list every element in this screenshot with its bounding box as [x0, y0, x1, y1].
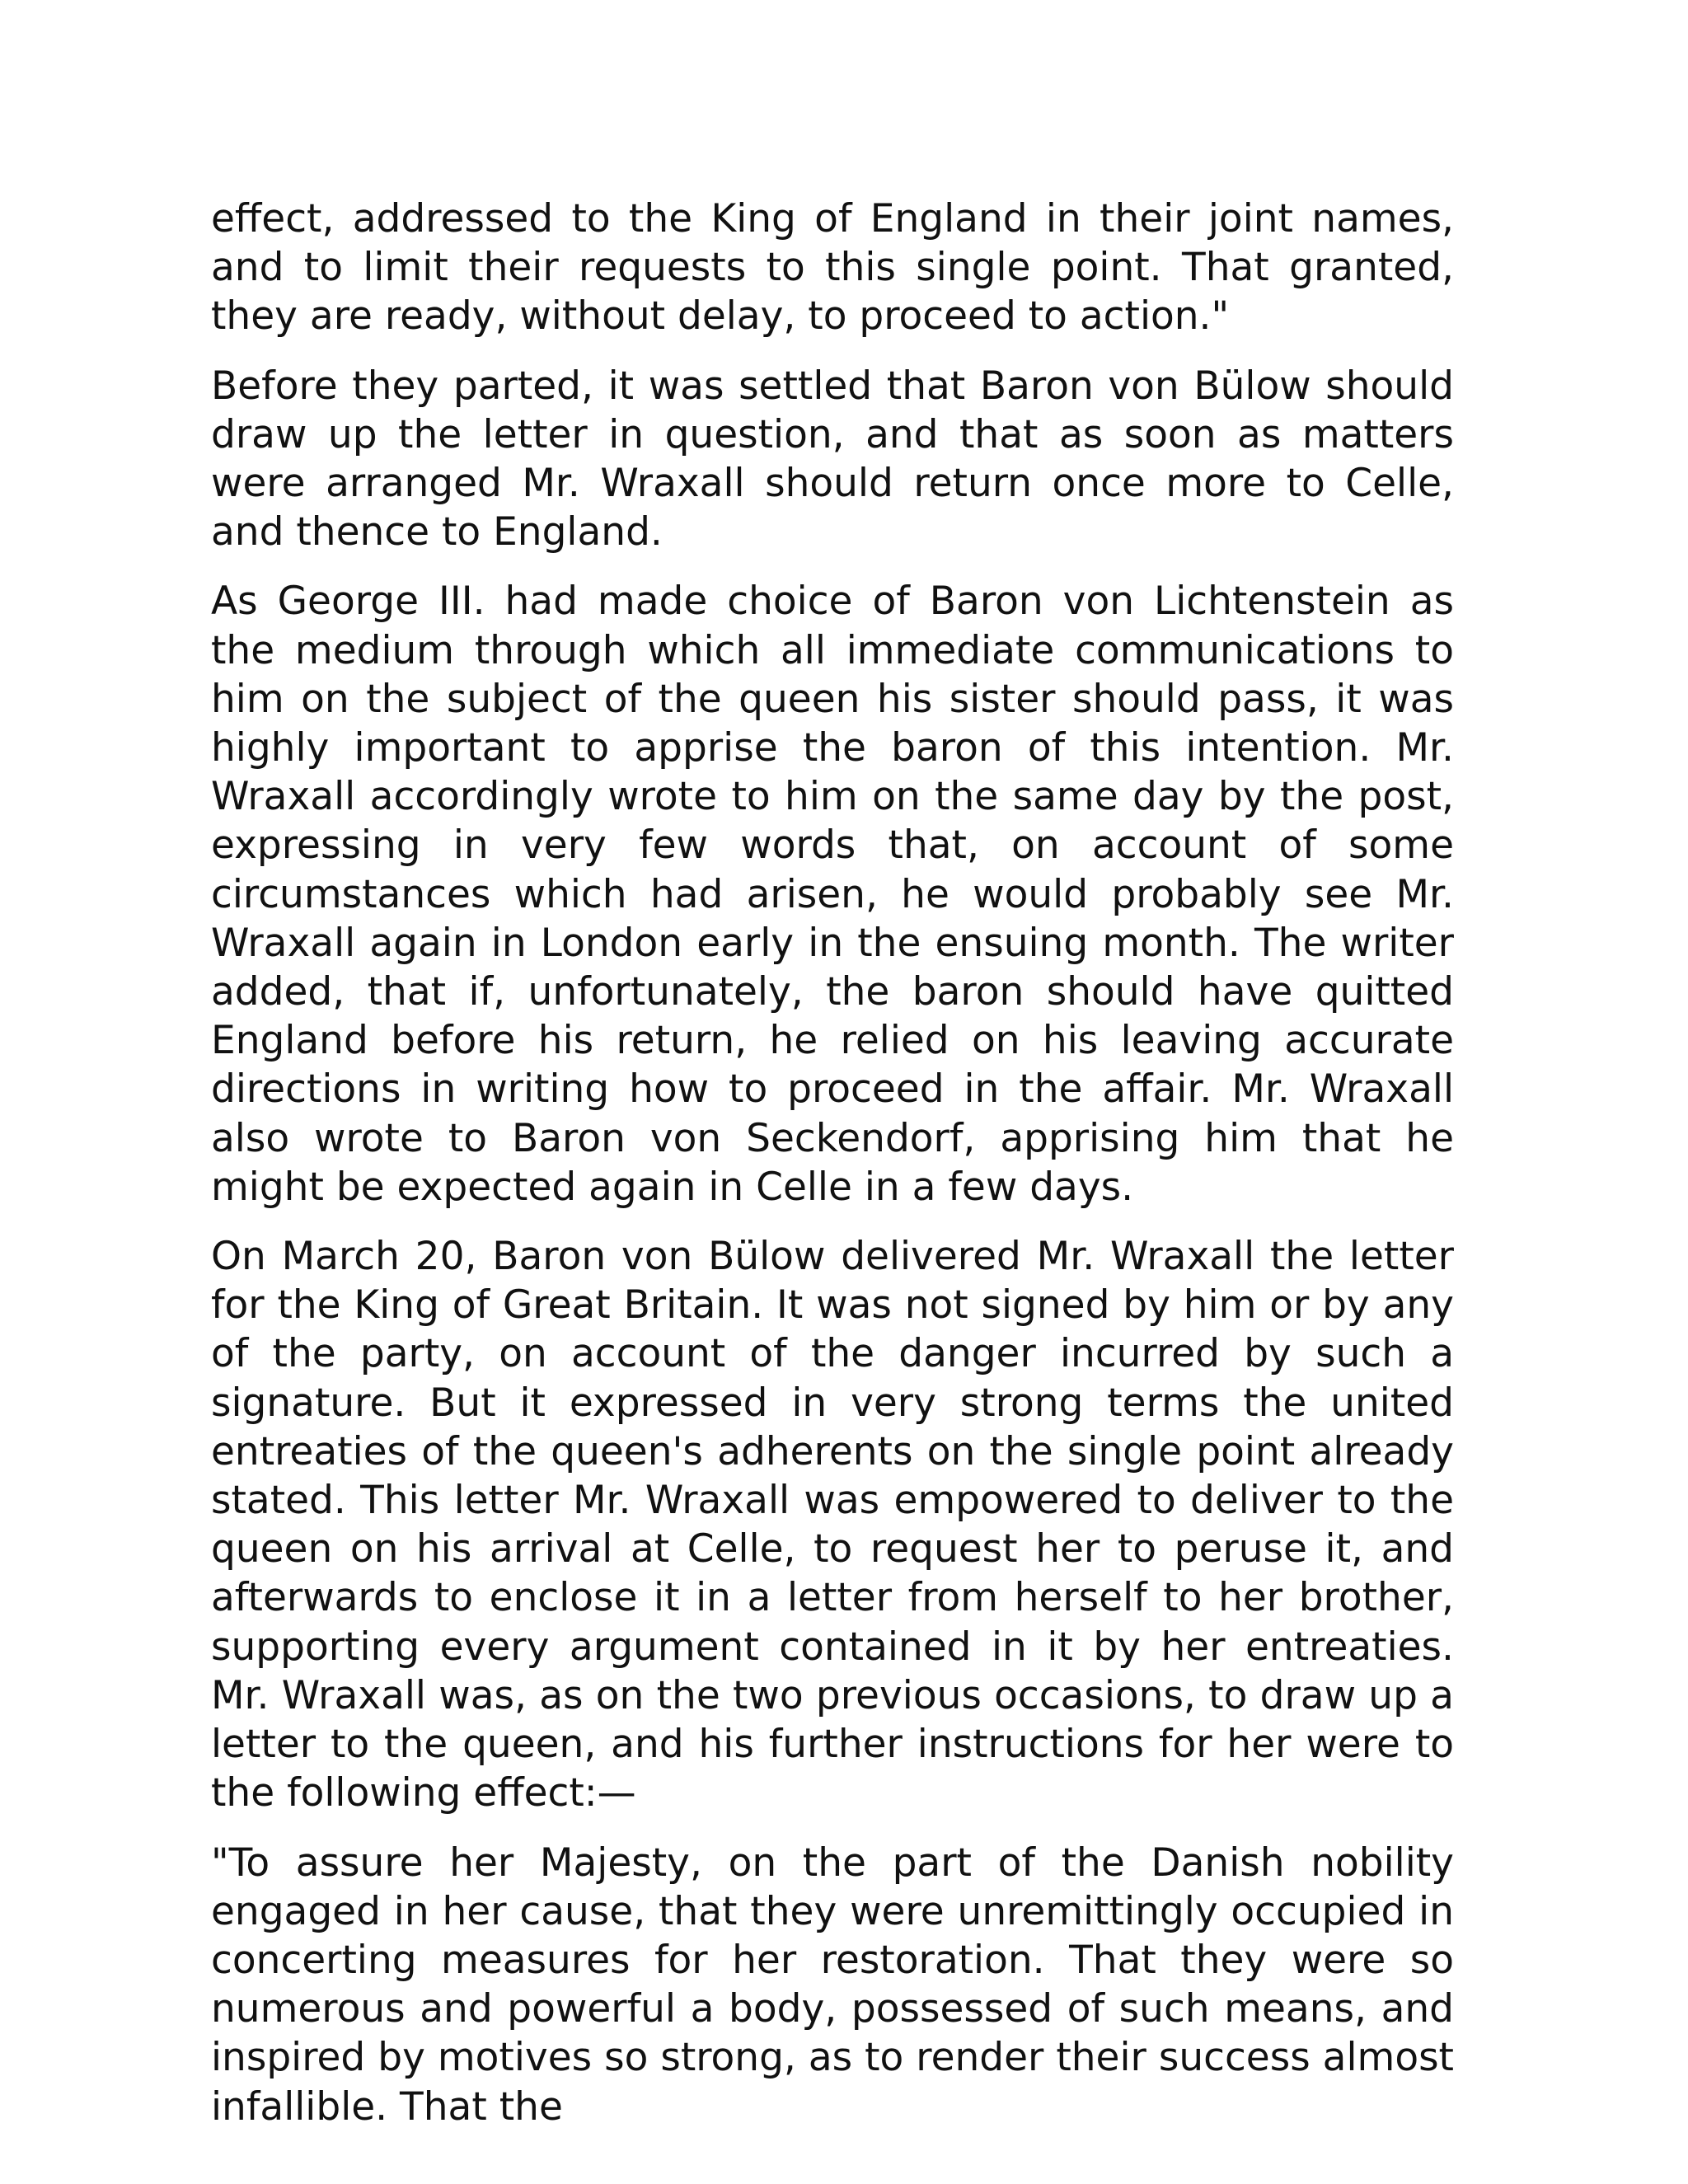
paragraph-3: As George III. had made choice of Baron von Lichtenstein as the medium through which all immediate communications to him on the subject of the queen his sister should pass, it was highly important to apprise the baron of this intention. Mr. Wraxall accordingly wrote to him on the same day by the post, expressing in very few words that, on account of some circumstances which had arisen, he would probably see Mr. Wraxall again in London early in the ensuing month. The writer added, that if, unfortunately, the baron should have quitted England before his return, he relied on his leaving accurate directions in writing how to proceed in the affair. Mr. Wraxall also wrote to Baron von Seckendorf, apprising him that he might be expected again in Celle in a few days.	[211, 579, 1454, 1210]
paragraph-1: effect, addressed to the King of England in their joint names, and to limit their requests to this single point. That granted, they are ready, without delay, to proceed to action."	[211, 196, 1454, 340]
paragraph-5: "To assure her Majesty, on the part of the Danish nobility engaged in her cause, that they were unremittingly occupied in concerting measures for her restoration. That they were so numerous and powerful a body, possessed of such means, and inspired by motives so strong, as to render their success almost infallible. That the	[211, 1840, 1454, 2130]
paragraph-2: Before they parted, it was settled that Baron von Bülow should draw up the letter in question, and that as soon as matters were arranged Mr. Wraxall should return once more to Celle, and thence to England.	[211, 363, 1454, 555]
paragraph-4: On March 20, Baron von Bülow delivered Mr. Wraxall the letter for the King of Great Britain. It was not signed by him or by any of the party, on account of the danger incurred by such a signature. But it expressed in very strong terms the united entreaties of the queen's adherents on the single point already stated. This letter Mr. Wraxall was empowered to deliver to the queen on his arrival at Celle, to request her to peruse it, and afterwards to enclose it in a letter from herself to her brother, supporting every argument contained in it by her entreaties. Mr. Wraxall was, as on the two previous occasions, to draw up a letter to the queen, and his further instructions for her were to the following effect:—	[211, 1234, 1454, 1816]
page-text	[211, 194, 1454, 2152]
